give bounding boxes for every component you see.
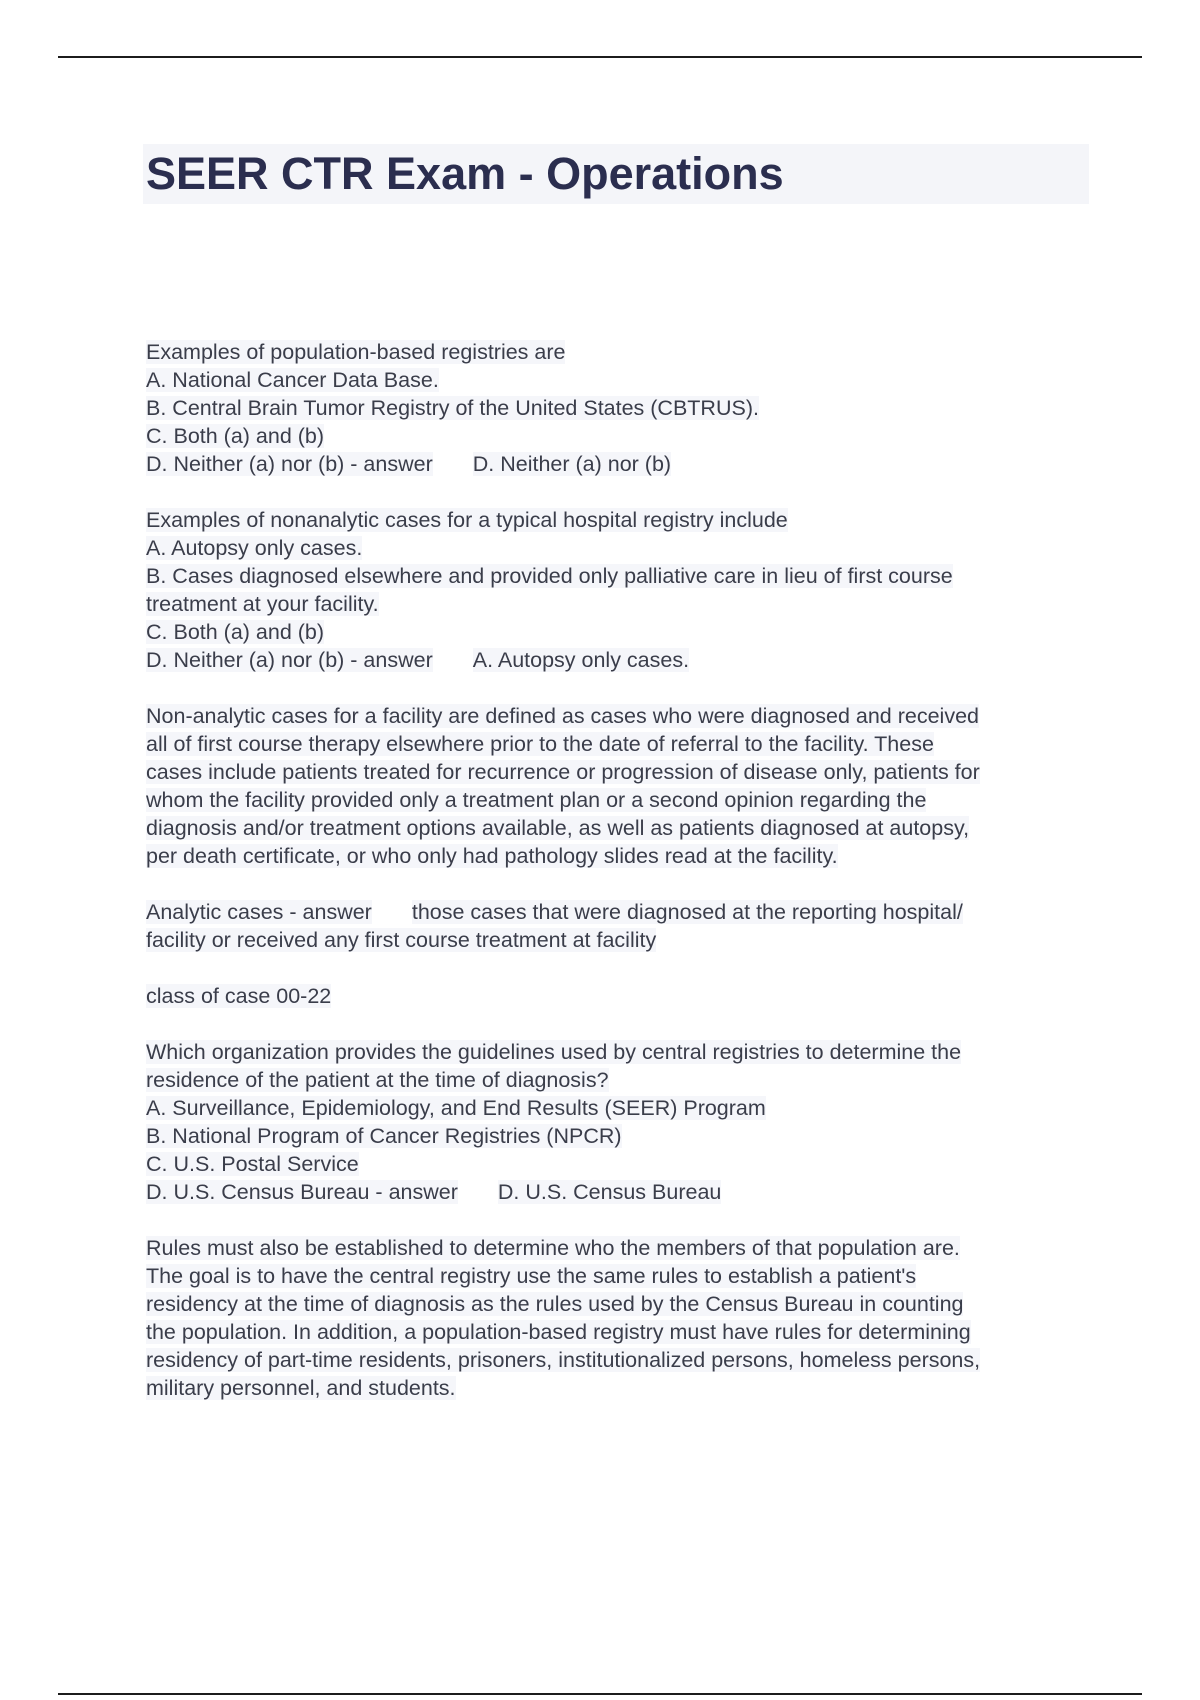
answer-option: B. Cases diagnosed elsewhere and provided only palliative care in lieu of first course	[146, 564, 953, 588]
paragraph-line: The goal is to have the central registry use the same rules to establish a patient's	[146, 1264, 917, 1288]
answer-line	[146, 450, 1096, 478]
answer-label: D. Neither (a) nor (b) - answer	[146, 648, 433, 672]
answer-option: C. U.S. Postal Service	[146, 1152, 359, 1176]
question-text: Which organization provides the guidelines used by central registries to determine the	[146, 1040, 962, 1064]
paragraph-line: diagnosis and/or treatment options available, as well as patients diagnosed at autopsy,	[146, 816, 970, 840]
top-divider	[58, 56, 1142, 58]
paragraph-line: per death certificate, or who only had pathology slides read at the facility.	[146, 844, 838, 868]
qa-entry	[146, 506, 1096, 674]
question-text: residence of the patient at the time of diagnosis?	[146, 1068, 609, 1092]
qa-entry	[146, 1038, 1096, 1206]
paragraph-line: residency of part-time residents, prisoners, institutionalized persons, homeless persons,	[146, 1348, 981, 1372]
answer-option: B. National Program of Cancer Registries (NPCR)	[146, 1124, 622, 1148]
answer-label: D. Neither (a) nor (b) - answer	[146, 452, 433, 476]
question-text: Examples of population-based registries are	[146, 340, 566, 364]
qa-entry	[146, 898, 1096, 954]
paragraph-line: military personnel, and students.	[146, 1376, 456, 1400]
paragraph-line: class of case 00-22	[146, 984, 332, 1008]
paragraph-line: whom the facility provided only a treatment plan or a second opinion regarding the	[146, 788, 927, 812]
answer-option: B. Central Brain Tumor Registry of the United States (CBTRUS).	[146, 396, 759, 420]
document-title: SEER CTR Exam - Operations	[146, 148, 784, 199]
answer-label: Analytic cases - answer	[146, 900, 372, 924]
answer-continuation: facility or received any first course treatment at facility	[146, 928, 657, 952]
paragraph-line: cases include patients treated for recurrence or progression of disease only, patients for	[146, 760, 980, 784]
paragraph-line: residency at the time of diagnosis as the rules used by the Census Bureau in counting	[146, 1292, 964, 1316]
paragraph-line: all of first course therapy elsewhere prior to the date of referral to the facility. These	[146, 732, 934, 756]
explanation-paragraph	[146, 702, 1096, 870]
answer-value: D. U.S. Census Bureau	[497, 1180, 722, 1204]
answer-value: D. Neither (a) nor (b)	[472, 452, 672, 476]
answer-option: A. National Cancer Data Base.	[146, 368, 439, 392]
answer-option: A. Surveillance, Epidemiology, and End Results (SEER) Program	[146, 1096, 766, 1120]
bottom-divider	[58, 1693, 1142, 1695]
explanation-paragraph	[146, 1234, 1096, 1402]
paragraph-line: the population. In addition, a population-based registry must have rules for determining	[146, 1320, 971, 1344]
paragraph-line: Rules must also be established to determine who the members of that population are.	[146, 1236, 960, 1260]
answer-line	[146, 898, 1096, 926]
answer-option: treatment at your facility.	[146, 592, 379, 616]
qa-entry	[146, 338, 1096, 478]
note-paragraph	[146, 982, 1096, 1010]
paragraph-line: Non-analytic cases for a facility are defined as cases who were diagnosed and received	[146, 704, 979, 728]
answer-line	[146, 646, 1096, 674]
document-body	[146, 338, 1096, 1430]
answer-value: A. Autopsy only cases.	[472, 648, 690, 672]
answer-label: D. U.S. Census Bureau - answer	[146, 1180, 458, 1204]
answer-option: A. Autopsy only cases.	[146, 536, 363, 560]
answer-option: C. Both (a) and (b)	[146, 424, 325, 448]
answer-line	[146, 1178, 1096, 1206]
answer-value: those cases that were diagnosed at the reporting hospital/	[411, 900, 963, 924]
answer-option: C. Both (a) and (b)	[146, 620, 325, 644]
question-text: Examples of nonanalytic cases for a typical hospital registry include	[146, 508, 788, 532]
